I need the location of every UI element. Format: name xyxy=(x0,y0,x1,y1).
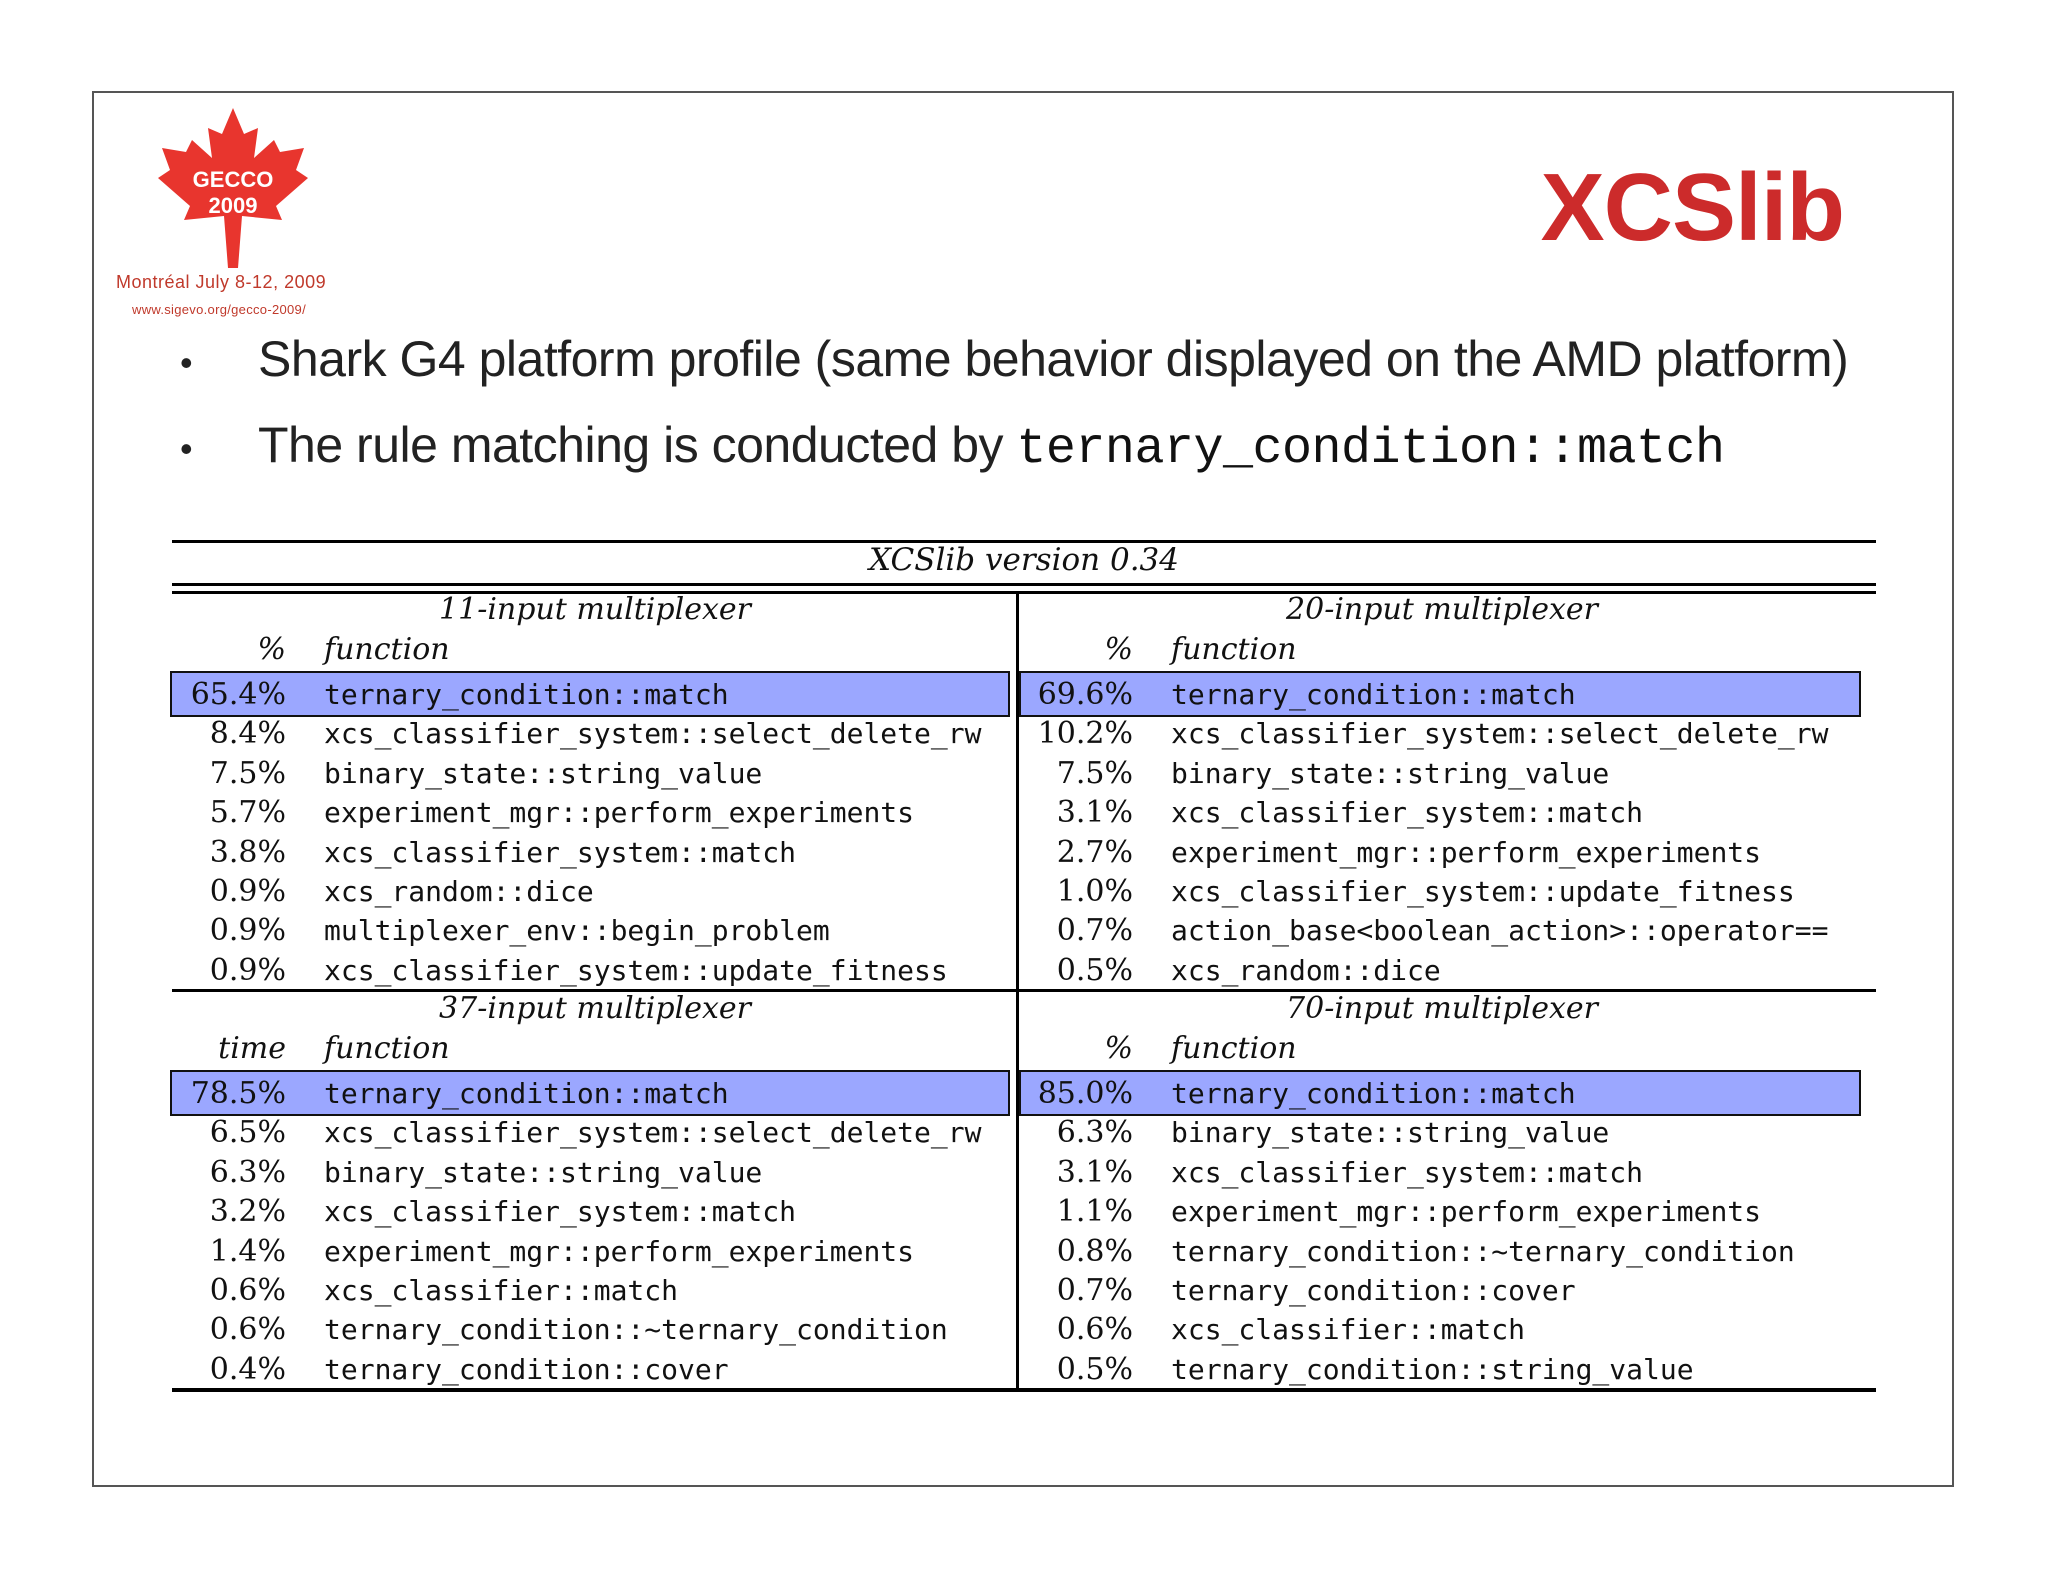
table-row xyxy=(1019,675,1865,714)
logo-badge-line1: GECCO xyxy=(192,167,274,192)
row-percent: 7.5% xyxy=(209,755,286,791)
table-row xyxy=(172,793,1018,832)
row-percent: 0.4% xyxy=(209,1351,286,1387)
row-function: multiplexer_env::begin_problem xyxy=(324,914,830,948)
table-row xyxy=(172,1113,1018,1152)
row-function: xcs_classifier_system::update_fitness xyxy=(1171,875,1795,908)
row-function: xcs_classifier::match xyxy=(1171,1313,1526,1347)
row-function: experiment_mgr::perform_experiments xyxy=(1171,835,1762,869)
panel-title: 20-input multiplexer xyxy=(1286,592,1598,627)
column-header-value: time xyxy=(218,1031,286,1066)
bullet-text-prefix: The rule matching is conducted by xyxy=(258,417,1017,473)
logo-city: Montréal July 8-12, 2009 xyxy=(116,272,327,292)
row-percent: 3.1% xyxy=(1056,795,1133,831)
table-row xyxy=(1019,754,1865,793)
row-function: ternary_condition::match xyxy=(1171,678,1576,711)
logo-url: www.sigevo.org/gecco-2009/ xyxy=(132,302,307,317)
row-percent: 5.7% xyxy=(209,795,286,831)
row-percent: 8.4% xyxy=(209,716,286,752)
table-row xyxy=(172,754,1018,793)
panel-1 xyxy=(172,592,1018,990)
row-percent: 1.4% xyxy=(209,1233,286,1269)
table-row xyxy=(1019,911,1865,950)
row-percent: 0.7% xyxy=(1056,1273,1133,1308)
row-function: ternary_condition::cover xyxy=(1171,1274,1576,1307)
table-row xyxy=(172,1232,1018,1271)
row-function: ternary_condition::~ternary_condition xyxy=(324,1313,948,1347)
row-percent: 0.7% xyxy=(1056,913,1133,949)
row-percent: 3.8% xyxy=(209,834,286,870)
table-row xyxy=(172,675,1018,714)
row-percent: 0.6% xyxy=(209,1312,286,1348)
row-percent: 6.3% xyxy=(209,1154,286,1190)
column-header-function: function xyxy=(324,632,450,667)
row-function: binary_state::string_value xyxy=(1171,1116,1610,1150)
row-percent: 1.1% xyxy=(1056,1194,1133,1230)
row-function: ternary_condition::~ternary_condition xyxy=(1171,1234,1795,1268)
row-function: xcs_classifier_system::select_delete_rw xyxy=(1171,717,1829,751)
table-row xyxy=(1019,714,1865,753)
row-function: experiment_mgr::perform_experiments xyxy=(1171,1195,1762,1229)
panel-title: 11-input multiplexer xyxy=(439,592,751,627)
table-row xyxy=(172,1153,1018,1192)
row-percent: 10.2% xyxy=(1037,716,1133,752)
row-function: xcs_classifier_system::match xyxy=(324,1195,797,1229)
row-function: experiment_mgr::perform_experiments xyxy=(324,796,915,830)
row-percent: 0.9% xyxy=(209,874,286,909)
column-header-value: % xyxy=(1104,1031,1133,1066)
column-header-function: function xyxy=(1171,1031,1297,1066)
table-row xyxy=(172,1074,1018,1113)
table-row xyxy=(172,714,1018,753)
row-function: ternary_condition::match xyxy=(1171,1077,1576,1110)
table-row xyxy=(1019,872,1865,911)
profile-table xyxy=(172,540,1878,1395)
panel-3 xyxy=(172,991,1018,1389)
column-header-value: % xyxy=(257,632,286,667)
column-header-function: function xyxy=(1171,632,1297,667)
table-row xyxy=(1019,1192,1865,1231)
table-row xyxy=(1019,1113,1865,1152)
table-row xyxy=(172,951,1018,990)
bullet-code: ternary_condition::match xyxy=(1016,421,1725,478)
table-row xyxy=(172,833,1018,872)
row-percent: 65.4% xyxy=(190,677,286,712)
row-percent: 6.3% xyxy=(1056,1115,1133,1151)
row-percent: 0.6% xyxy=(1056,1312,1133,1348)
row-percent: 0.8% xyxy=(1056,1233,1133,1269)
table-row xyxy=(1019,1310,1865,1349)
bullet-dot-icon: • xyxy=(180,342,193,383)
table-rule xyxy=(172,583,1876,586)
bullet-text xyxy=(258,416,1725,478)
row-function: xcs_random::dice xyxy=(1171,953,1441,987)
row-function: xcs_random::dice xyxy=(324,875,594,908)
table-row xyxy=(172,1310,1018,1349)
row-percent: 7.5% xyxy=(1056,755,1133,791)
row-function: xcs_classifier_system::select_delete_rw xyxy=(324,717,982,751)
row-percent: 3.2% xyxy=(209,1194,286,1230)
panel-title: 37-input multiplexer xyxy=(439,991,751,1026)
panel-2 xyxy=(1019,592,1865,990)
row-function: xcs_classifier_system::select_delete_rw xyxy=(324,1116,982,1150)
bullet-text: Shark G4 platform profile (same behavior displayed on the AMD platform) xyxy=(258,331,1849,387)
table-row xyxy=(1019,793,1865,832)
row-function: ternary_condition::string_value xyxy=(1171,1352,1694,1386)
row-percent: 0.9% xyxy=(209,913,286,949)
row-percent: 0.5% xyxy=(1056,1351,1133,1387)
row-function: action_base<boolean_action>::operator== xyxy=(1171,914,1829,948)
logo-badge-line2: 2009 xyxy=(208,193,258,218)
row-percent: 3.1% xyxy=(1056,1154,1133,1190)
row-percent: 1.0% xyxy=(1056,874,1133,909)
row-function: xcs_classifier_system::match xyxy=(1171,796,1644,830)
row-percent: 85.0% xyxy=(1037,1076,1133,1111)
panel-title: 70-input multiplexer xyxy=(1286,991,1598,1026)
table-row xyxy=(172,911,1018,950)
table-row xyxy=(172,1271,1018,1310)
row-function: ternary_condition::cover xyxy=(324,1352,729,1386)
row-function: binary_state::string_value xyxy=(1171,756,1610,790)
column-header-function: function xyxy=(324,1031,450,1066)
row-function: xcs_classifier_system::match xyxy=(324,835,797,869)
table-row xyxy=(1019,1153,1865,1192)
table-row xyxy=(1019,951,1865,990)
row-percent: 0.5% xyxy=(1056,952,1133,988)
row-percent: 6.5% xyxy=(209,1115,286,1151)
row-function: experiment_mgr::perform_experiments xyxy=(324,1234,915,1268)
table-caption: XCSlib version 0.34 xyxy=(868,542,1179,578)
row-percent: 0.9% xyxy=(209,952,286,988)
row-function: xcs_classifier_system::update_fitness xyxy=(324,953,948,987)
table-row xyxy=(172,872,1018,911)
row-function: ternary_condition::match xyxy=(324,1077,729,1110)
table-row xyxy=(1019,1074,1865,1113)
gecco-logo xyxy=(112,108,372,328)
table-row xyxy=(172,1192,1018,1231)
row-percent: 0.6% xyxy=(209,1273,286,1308)
row-function: ternary_condition::match xyxy=(324,678,729,711)
table-row xyxy=(172,1350,1018,1389)
bullet-dot-icon: • xyxy=(180,428,193,469)
row-function: xcs_classifier::match xyxy=(324,1274,679,1307)
row-percent: 78.5% xyxy=(190,1076,286,1111)
table-row xyxy=(1019,1232,1865,1271)
row-function: binary_state::string_value xyxy=(324,1155,763,1189)
slide-title: XCSlib xyxy=(1540,154,1844,261)
row-percent: 2.7% xyxy=(1056,834,1133,870)
row-percent: 69.6% xyxy=(1037,677,1133,712)
table-row xyxy=(1019,833,1865,872)
panel-4 xyxy=(1019,991,1865,1389)
maple-leaf-icon xyxy=(158,108,308,268)
row-function: xcs_classifier_system::match xyxy=(1171,1155,1644,1189)
row-function: binary_state::string_value xyxy=(324,756,763,790)
table-row xyxy=(1019,1350,1865,1389)
column-header-value: % xyxy=(1104,632,1133,667)
table-row xyxy=(1019,1271,1865,1310)
